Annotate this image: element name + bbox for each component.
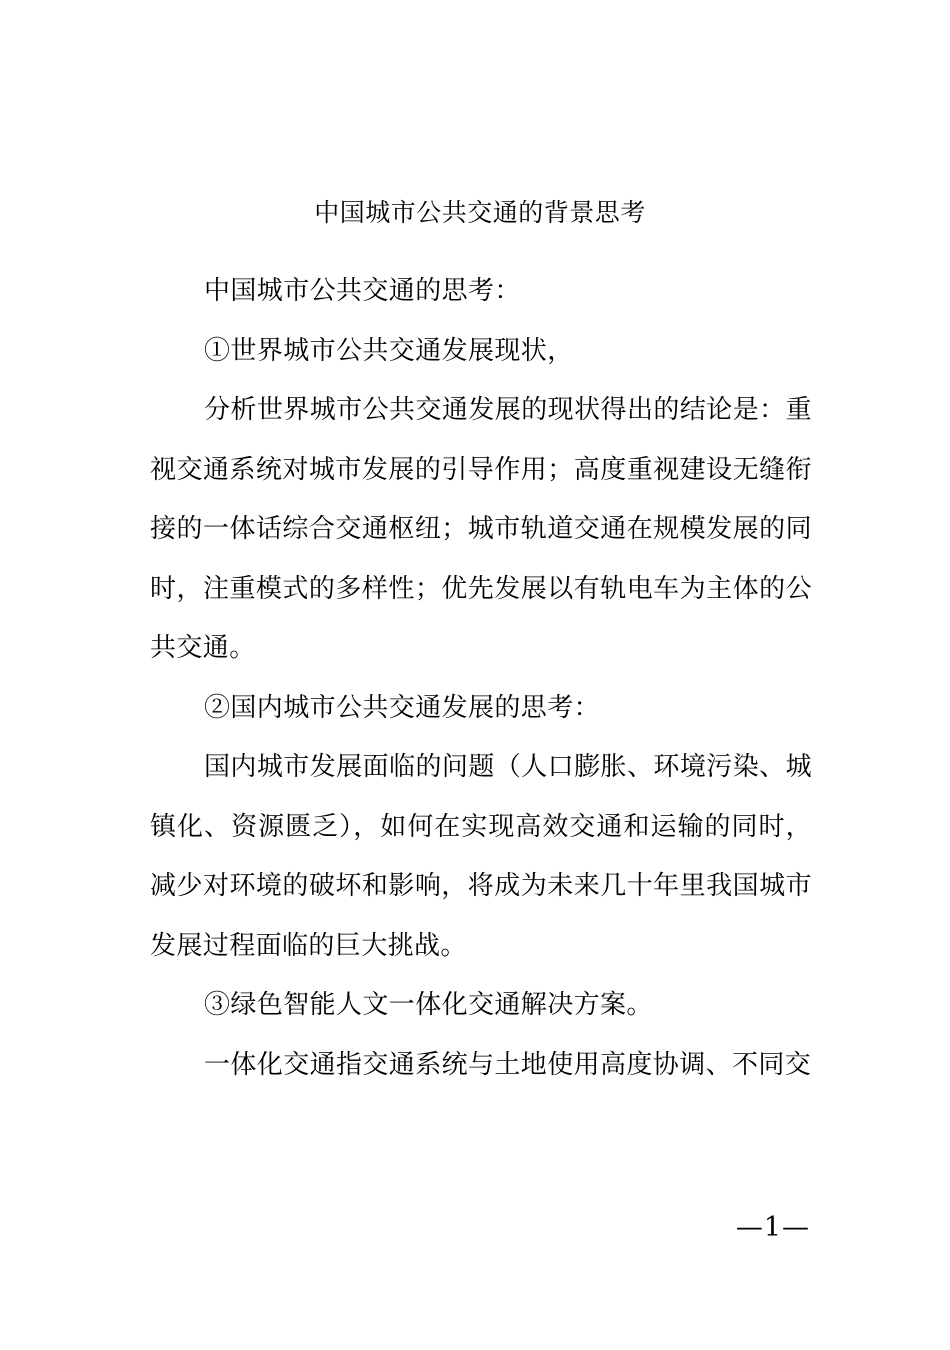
paragraph-heading: 中国城市公共交通的思考： <box>204 276 521 306</box>
paragraph-section-2-body: 国内城市发展面临的问题（人口膨胀、环境污染、城镇化、资源匮乏），如何在实现高效交通和运输的同时，减少对环境的破坏和影响，将成为未来几十年里我国城市发展过程面临的巨大挑战。 <box>150 752 812 961</box>
page-number: —1— <box>735 1212 810 1243</box>
paragraph-section-3-body: 一体化交通指交通系统与土地使用高度协调、不同交 <box>204 1049 812 1080</box>
document-body <box>150 262 812 1095</box>
paragraph-section-3-heading: ③绿色智能人文一体化交通解决方案。 <box>204 990 653 1020</box>
paragraph-section-1-heading: ①世界城市公共交通发展现状， <box>204 335 574 366</box>
paragraph-section-2-heading: ②国内城市公共交通发展的思考： <box>204 692 601 723</box>
paragraph-section-1-body: 分析世界城市公共交通发展的现状得出的结论是：重视交通系统对城市发展的引导作用；高度重视建设无缝衔接的一体话综合交通枢纽；城市轨道交通在规模发展的同时，注重模式的多样性；优先发展以有轨电车为主体的公共交通。 <box>150 395 812 663</box>
document-title: 中国城市公共交通的背景思考 <box>314 198 646 227</box>
